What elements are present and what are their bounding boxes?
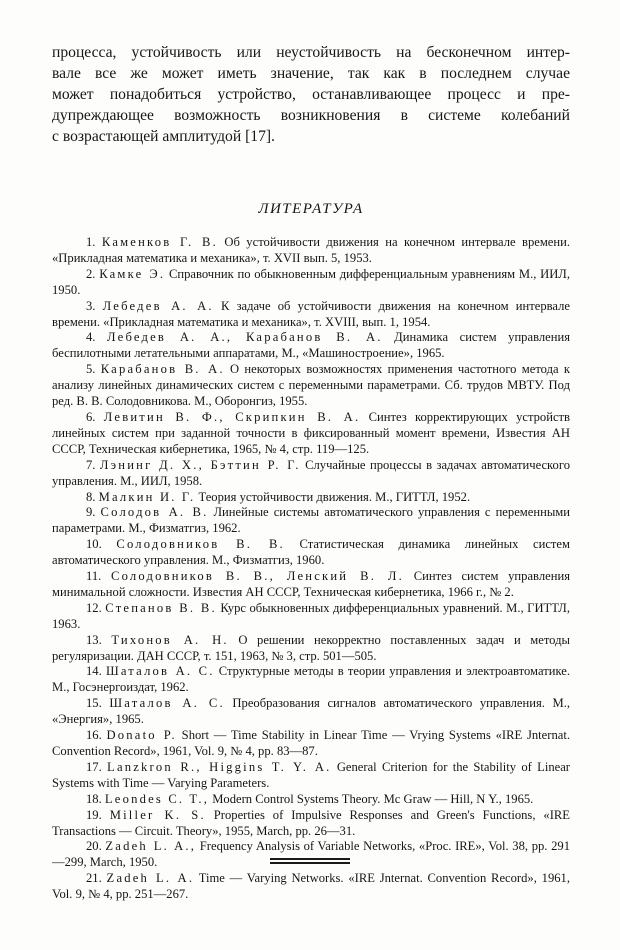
reference-number: 15. bbox=[86, 696, 102, 711]
reference-number: 11. bbox=[86, 569, 102, 584]
reference-item bbox=[52, 505, 570, 537]
end-rule-line bbox=[270, 862, 350, 864]
reference-number: 7. bbox=[86, 457, 96, 472]
reference-author: Камке Э. bbox=[99, 266, 166, 281]
reference-text: Modern Control Systems Theory. Mc Graw — Hill, N Y., 1965. bbox=[209, 791, 534, 806]
reference-item bbox=[52, 490, 570, 506]
reference-text: О некоторых возможностях применения частотного метода к анализу линейных динамических систем с переменными параметрами. Сб. трудов МВТУ. Под ред. В. В. Солодовникова. М., Оборонгиз, 1955. bbox=[52, 362, 570, 409]
reference-author: Шаталов А. С. bbox=[105, 664, 215, 679]
reference-item bbox=[52, 410, 570, 458]
reference-text: Short — Time Stability in Linear Time — Vrying Systems «IRE Jnternat. Convention Record», 1961, Vol. 9, № 4, pp. 83—87. bbox=[52, 728, 570, 758]
reference-number: 1. bbox=[86, 235, 96, 249]
end-rule-line bbox=[270, 858, 350, 860]
reference-item bbox=[52, 792, 570, 808]
reference-author: Leondes C. T., bbox=[104, 791, 210, 806]
reference-item bbox=[52, 601, 570, 633]
reference-number: 5. bbox=[86, 362, 96, 377]
reference-author: Каменков Г. В. bbox=[101, 235, 218, 249]
reference-text: General Criterion for the Stability of Linear Systems with Time — Varying Parameters. bbox=[52, 759, 570, 790]
reference-number: 14. bbox=[86, 664, 102, 679]
reference-author: Солодовников В. В., Ленский В. Л. bbox=[110, 569, 405, 584]
reference-number: 18. bbox=[86, 791, 102, 806]
reference-author: Шаталов А. С. bbox=[109, 696, 225, 711]
reference-text: К задаче об устойчивости движения на конечном интервале времени. «Прикладная математика и механика», т. XVIII, вып. 1, 1954. bbox=[52, 298, 570, 329]
reference-author: Лебедев А. А., Карабанов В. А. bbox=[107, 330, 383, 345]
reference-author: Солодовников В. В. bbox=[116, 537, 285, 552]
reference-author: Степанов В. В. bbox=[105, 600, 217, 615]
reference-text: Линейные системы автоматического управления с переменными параметрами. М., Физматгиз, 1962. bbox=[52, 505, 570, 536]
reference-number: 8. bbox=[86, 489, 96, 504]
reference-text: Об устойчивости движения на конечном интервале времени. «Прикладная математика и механика», т. XVII вып. 5, 1953. bbox=[52, 235, 571, 265]
reference-number: 16. bbox=[86, 728, 102, 743]
reference-text: Динамика систем управления беспилотными летательными аппаратами, М., «Машиностроение», 1965. bbox=[52, 330, 570, 361]
reference-number: 17. bbox=[86, 759, 102, 774]
reference-text: Преобразования сигналов автоматического управления. М., «Энергия», 1965. bbox=[52, 696, 570, 727]
reference-text: Структурные методы в теории управления и электроавтоматике. М., Госэнергоиздат, 1962. bbox=[52, 664, 570, 695]
reference-author: Левитин В. Ф., Скрипкин В. А. bbox=[103, 409, 361, 424]
reference-item bbox=[52, 362, 570, 410]
reference-author: Лебедев А. А. bbox=[102, 298, 214, 313]
reference-text: Properties of Impulsive Responses and Green's Functions, «IRE Transactions — Circuit. Theory», 1955, March, pp. 26—31. bbox=[52, 807, 570, 838]
reference-item bbox=[52, 871, 570, 903]
intro-line: с возрастающей амплитудой [17]. bbox=[52, 128, 275, 145]
reference-item bbox=[52, 458, 570, 490]
intro-line: процесса, устойчивость или неустойчивость на бесконечном интер- bbox=[52, 44, 570, 61]
reference-item bbox=[52, 569, 570, 601]
reference-text: Курс обыкновенных дифференциальных уравнений. М., ГИТТЛ, 1963. bbox=[52, 600, 570, 631]
reference-author: Zadeh L. A. bbox=[106, 871, 195, 886]
reference-list bbox=[52, 235, 570, 903]
reference-text: Статистическая динамика линейных систем автоматического управления. М., Физматгиз, 1960. bbox=[52, 537, 570, 568]
reference-text: Теория устойчивости движения. М., ГИТТЛ, 1952. bbox=[195, 489, 471, 504]
reference-item bbox=[52, 760, 570, 792]
reference-text: Синтез корректирующих устройств линейных систем при заданной точности в фиксированный момент времени, Известия АН СССР, Техническая кибернетика, 1965, № 4, стр. 119—125. bbox=[52, 409, 570, 456]
reference-number: 21. bbox=[86, 871, 102, 886]
reference-number: 9. bbox=[86, 505, 96, 520]
reference-item bbox=[52, 728, 570, 760]
reference-item bbox=[52, 696, 570, 728]
reference-text: Frequency Analysis of Variable Networks, «Proc. IRE», Vol. 38, pp. 291—299, March, 1950. bbox=[52, 839, 570, 870]
reference-text: Справочник по обыкновенным дифференциальным уравнениям М., ИИЛ, 1950. bbox=[52, 266, 570, 297]
reference-item bbox=[52, 267, 570, 299]
reference-text: Случайные процессы в задачах автоматического управления. М., ИИЛ, 1958. bbox=[52, 457, 570, 488]
reference-number: 6. bbox=[86, 409, 96, 424]
reference-item bbox=[52, 808, 570, 840]
reference-number: 10. bbox=[86, 537, 102, 552]
reference-number: 2. bbox=[86, 266, 96, 281]
reference-author: Miller K. S. bbox=[109, 807, 206, 822]
reference-item bbox=[52, 664, 570, 696]
intro-line: может понадобиться устройство, останавливающее процесс и пре- bbox=[52, 86, 570, 103]
reference-author: Солодов А. В. bbox=[100, 505, 209, 520]
reference-item bbox=[52, 235, 570, 267]
reference-author: Карабанов В. А. bbox=[100, 362, 225, 377]
reference-author: Lanzkron R., Higgins T. Y. A. bbox=[107, 759, 332, 774]
reference-author: Тихонов А. Н. bbox=[111, 632, 229, 647]
reference-item bbox=[52, 299, 570, 331]
reference-item bbox=[52, 633, 570, 665]
reference-author: Лэнинг Д. Х., Бэттин Р. Г. bbox=[99, 457, 301, 472]
end-rule bbox=[270, 858, 350, 866]
reference-text: О решении некорректно поставленных задач и методы регуляризации. ДАН СССР, т. 151, 1963, № 3, стр. 501—505. bbox=[52, 632, 570, 663]
reference-author: Малкин И. Г. bbox=[98, 489, 196, 504]
intro-paragraph bbox=[52, 42, 570, 147]
references-heading: ЛИТЕРАТУРА bbox=[258, 201, 364, 217]
reference-text: Синтез систем управления минимальной сложности. Известия АН СССР, Техническая кибернетика, 1966 г., № 2. bbox=[52, 569, 570, 599]
reference-text: Time — Varying Networks. «IRE Jnternat. Convention Record», 1961, Vol. 9, № 4, pp. 251—267. bbox=[52, 871, 570, 902]
reference-item bbox=[52, 839, 570, 871]
reference-number: 20. bbox=[86, 839, 102, 854]
page-content bbox=[52, 42, 570, 903]
reference-author: Donato P. bbox=[106, 728, 177, 743]
intro-line: вале все же может иметь значение, так как в последнем случае bbox=[52, 65, 570, 82]
intro-line: дупреждающее возможность возникновения в системе колебаний bbox=[52, 107, 570, 124]
reference-number: 3. bbox=[86, 298, 96, 313]
reference-number: 13. bbox=[86, 632, 102, 647]
reference-number: 12. bbox=[86, 600, 102, 615]
reference-item bbox=[52, 537, 570, 569]
reference-author: Zadeh L. A., bbox=[105, 839, 197, 854]
reference-number: 4. bbox=[86, 330, 96, 345]
reference-number: 19. bbox=[86, 807, 102, 822]
reference-item bbox=[52, 330, 570, 362]
